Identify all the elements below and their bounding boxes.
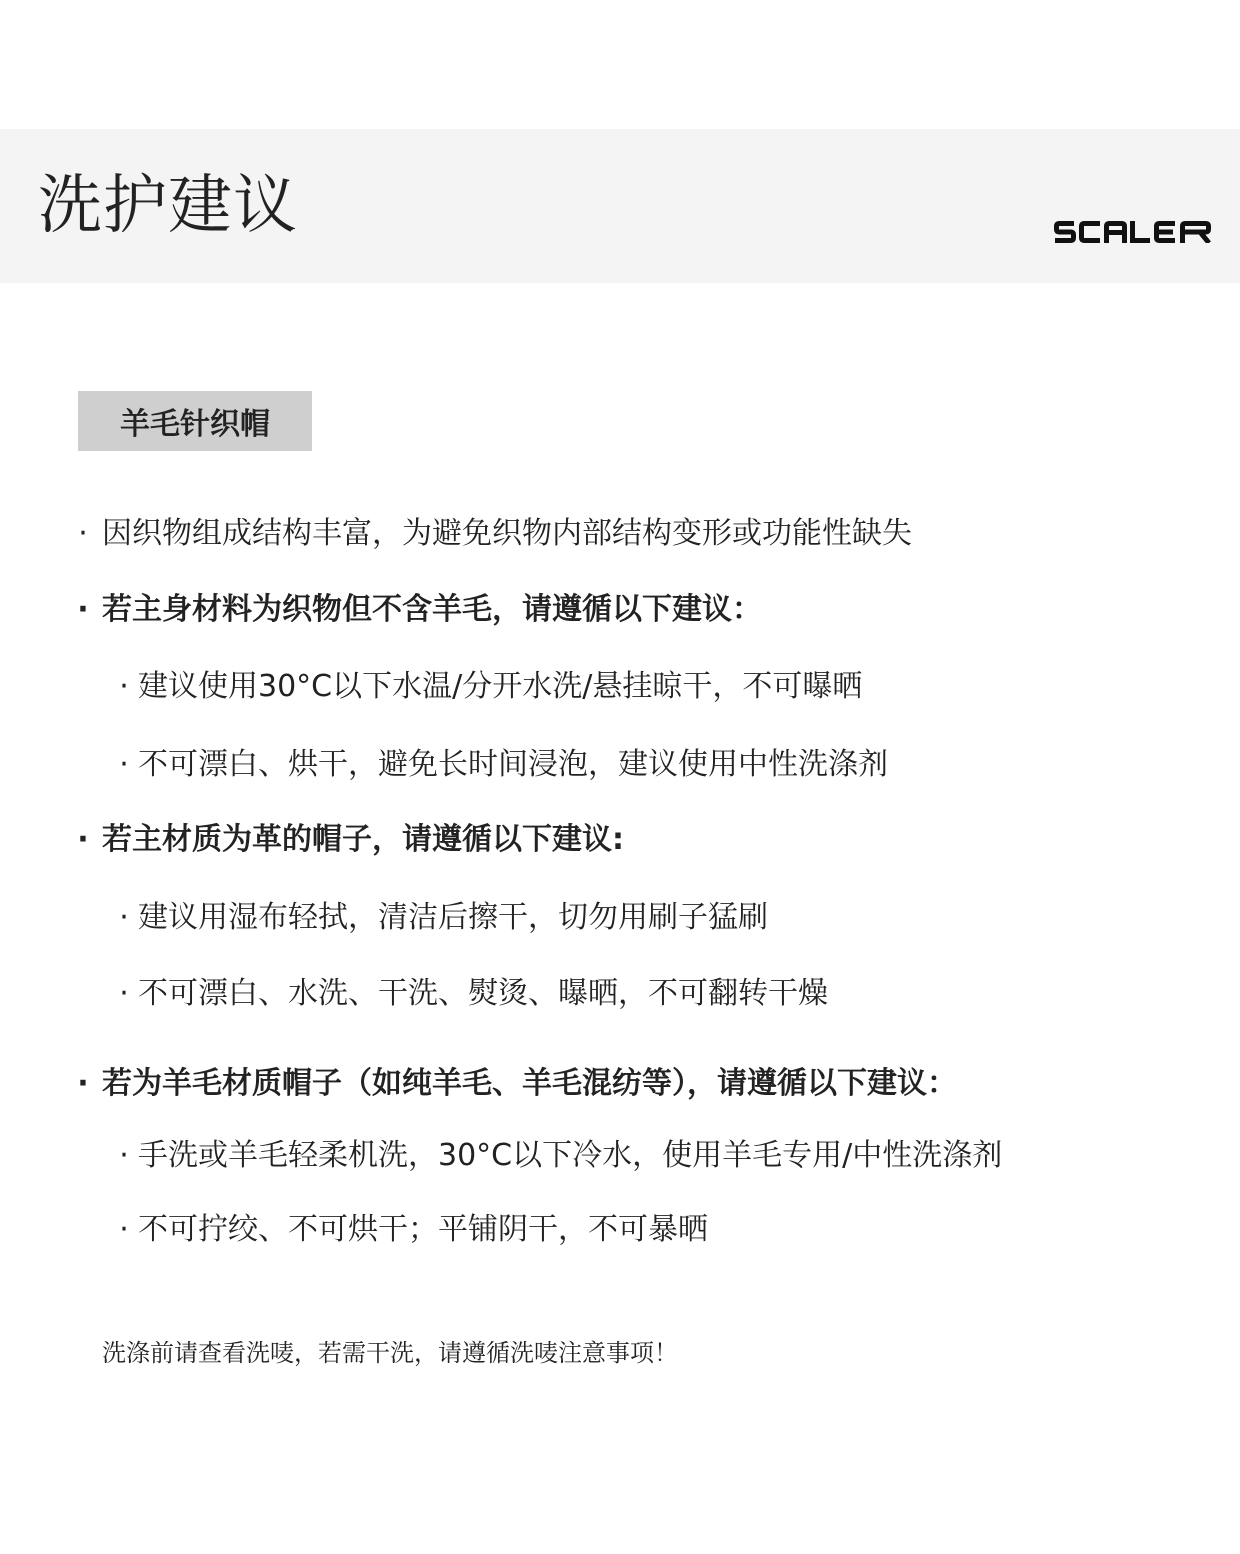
section-3-item-2 <box>110 974 828 1014</box>
section-4-heading <box>64 1064 957 1104</box>
section-2-heading <box>64 590 762 630</box>
section-3-heading <box>64 820 624 860</box>
bullet: · <box>119 747 129 782</box>
page-title: 洗护建议 <box>38 169 298 243</box>
bullet: · <box>119 1138 129 1173</box>
list-item-text: 手洗或羊毛轻柔机洗，30°C以下冷水，使用羊毛专用/中性洗涤剂 <box>138 1138 1003 1173</box>
section-1-heading <box>64 514 912 554</box>
section-heading-text: 若为羊毛材质帽子（如纯羊毛、羊毛混纺等），请遵循以下建议： <box>102 1066 957 1101</box>
section-4-item-2 <box>110 1210 708 1250</box>
bullet: · <box>119 669 129 704</box>
section-2-item-2 <box>110 745 888 785</box>
bullet: · <box>119 976 129 1011</box>
bullet: · <box>77 1066 89 1101</box>
list-item-text: 不可漂白、烘干，避免长时间浸泡，建议使用中性洗涤剂 <box>138 747 888 782</box>
list-item-text: 建议用湿布轻拭，清洁后擦干，切勿用刷子猛刷 <box>138 900 768 935</box>
section-heading-text: 若主材质为革的帽子，请遵循以下建议: <box>102 822 624 857</box>
list-item-text: 建议使用30°C以下水温/分开水洗/悬挂晾干，不可曝晒 <box>138 669 863 704</box>
bullet: · <box>78 516 88 551</box>
section-heading-text: 若主身材料为织物但不含羊毛，请遵循以下建议： <box>102 592 762 627</box>
section-2-item-1 <box>110 667 862 707</box>
list-item-text: 不可拧绞、不可烘干；平铺阴干，不可暴晒 <box>138 1212 708 1247</box>
section-4-item-1 <box>110 1136 1002 1176</box>
bullet: · <box>77 822 89 857</box>
bullet: · <box>77 592 89 627</box>
scaler-logo-icon <box>1054 221 1212 243</box>
brand-logo <box>1054 221 1212 243</box>
category-tag: 羊毛针织帽 <box>78 391 312 451</box>
list-item-text: 不可漂白、水洗、干洗、熨烫、曝晒，不可翻转干燥 <box>138 976 828 1011</box>
section-heading-text: 因织物组成结构丰富，为避免织物内部结构变形或功能性缺失 <box>102 516 912 551</box>
section-3-item-1 <box>110 898 768 938</box>
footnote: 洗涤前请查看洗唛，若需干洗，请遵循洗唛注意事项！ <box>102 1339 678 1367</box>
bullet: · <box>119 1212 129 1247</box>
bullet: · <box>119 900 129 935</box>
